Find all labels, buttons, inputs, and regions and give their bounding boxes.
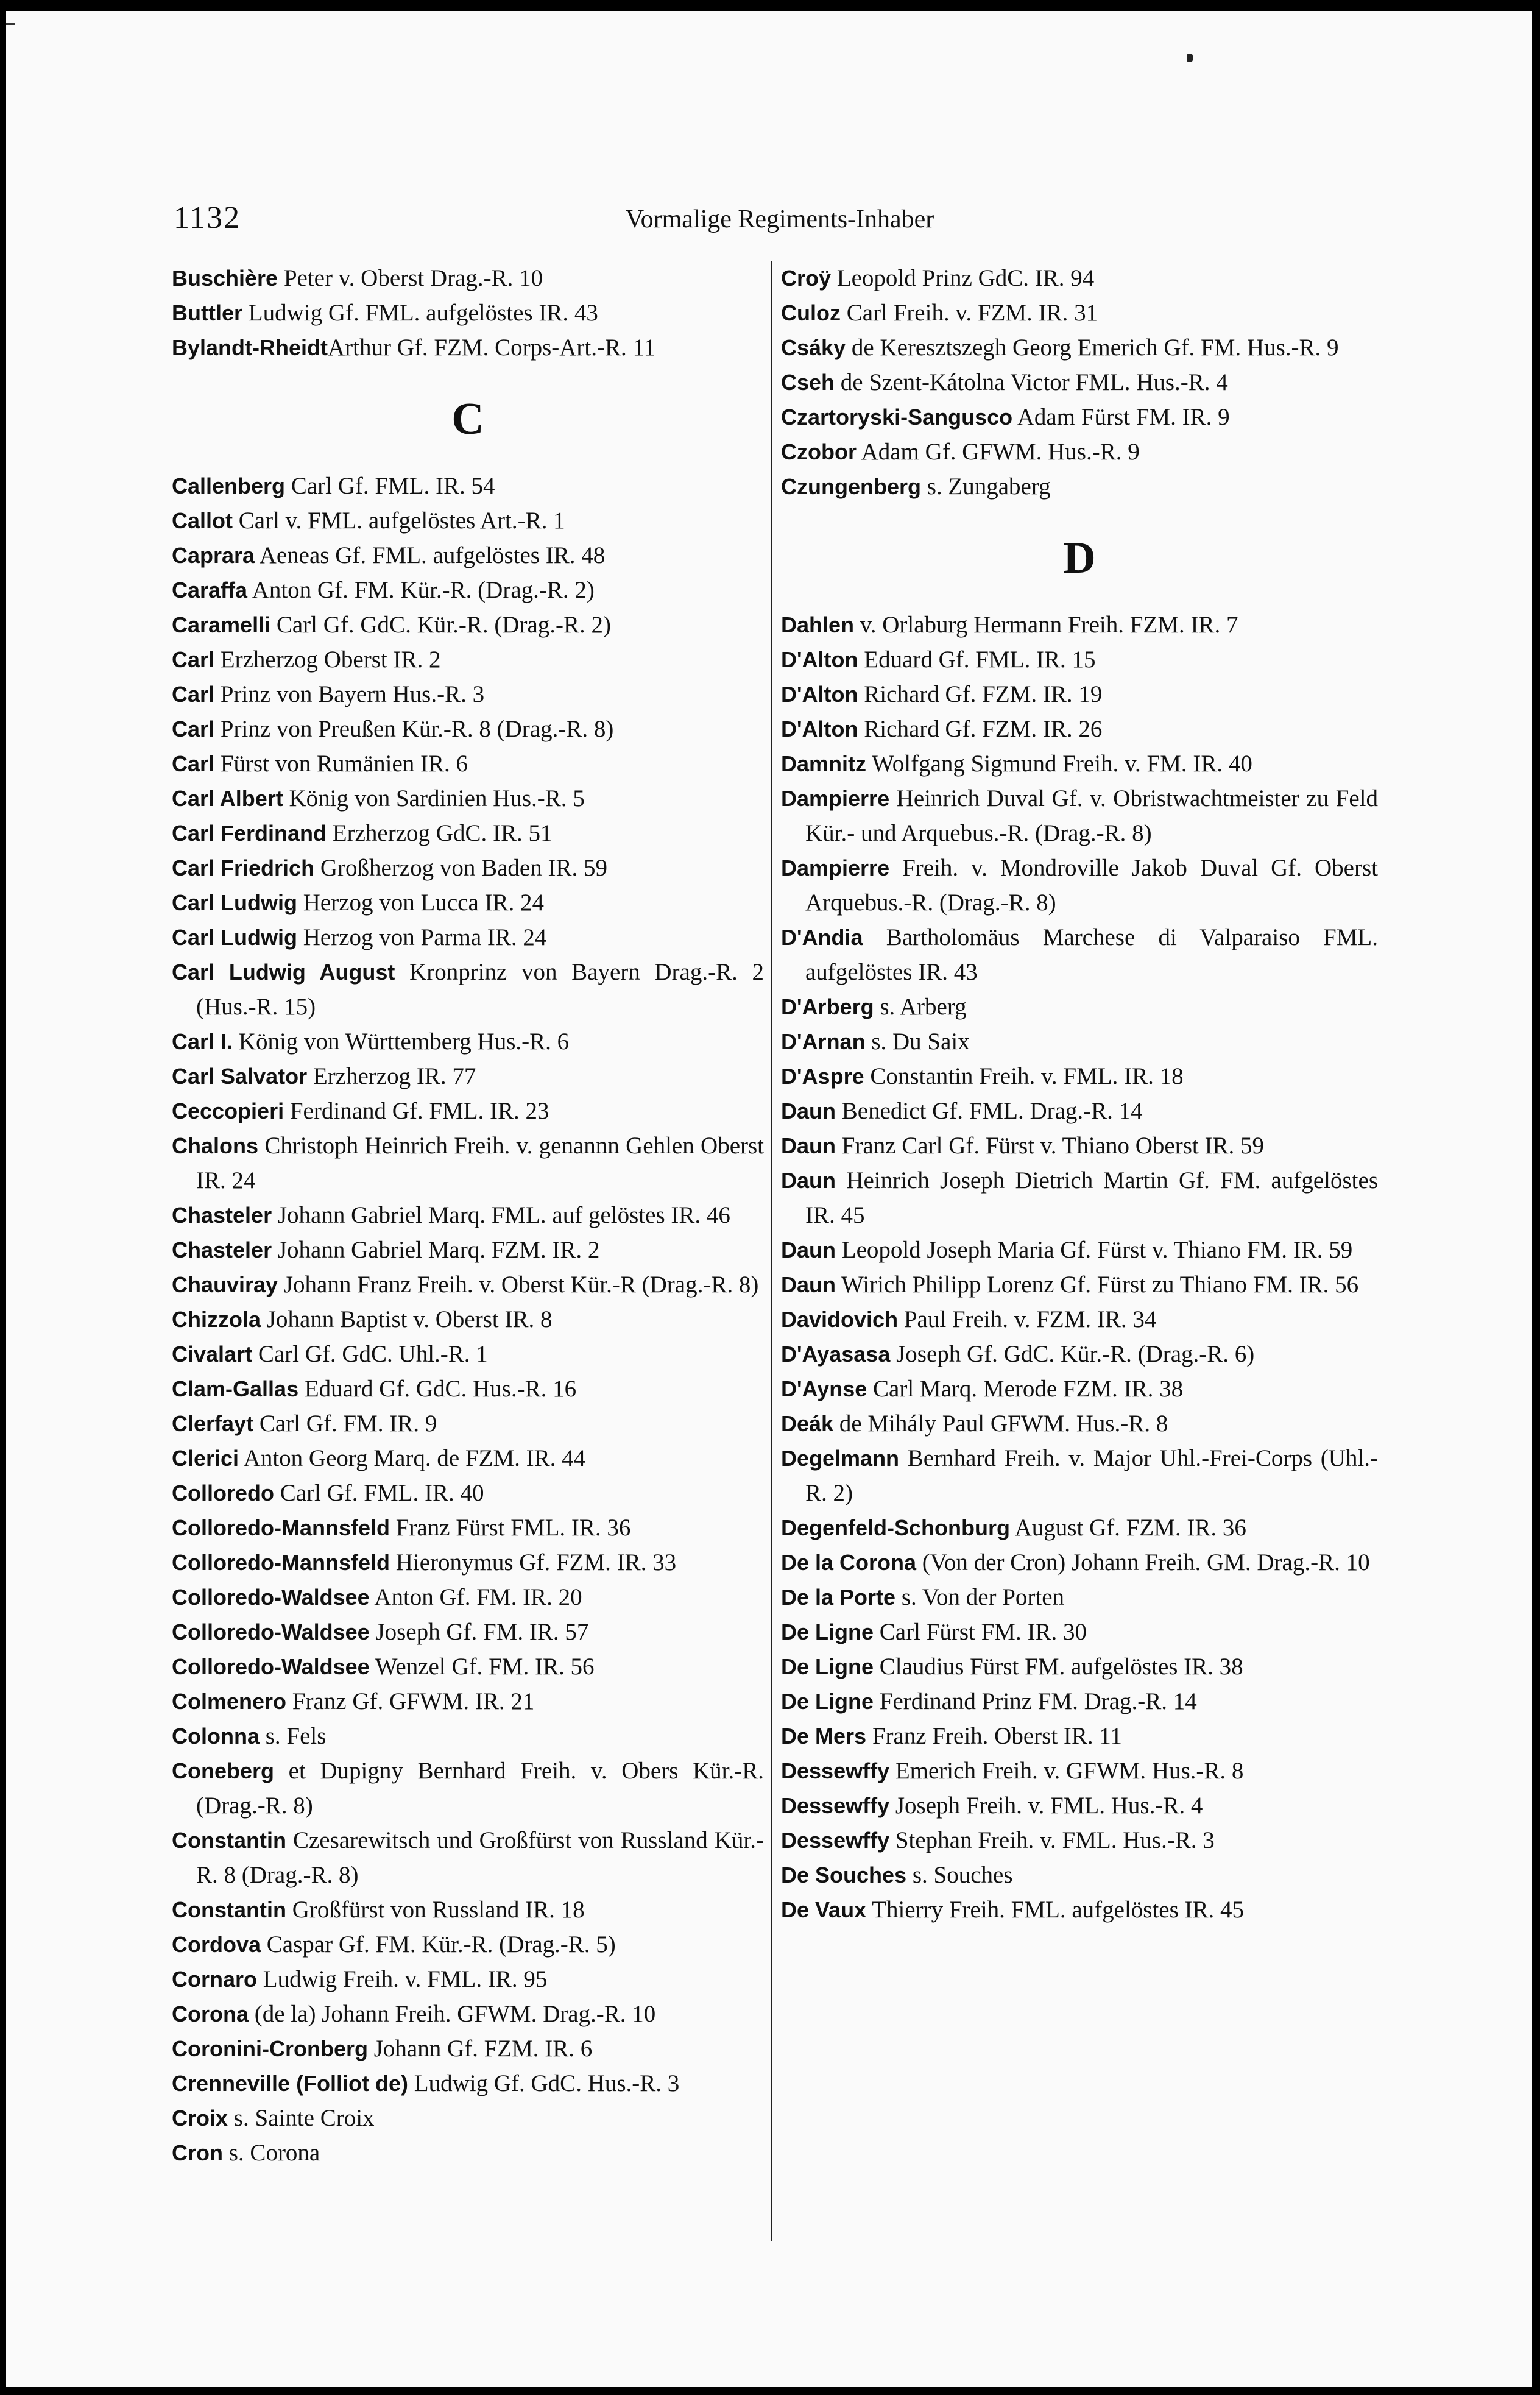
entry-details: Johann Franz Freih. v. Oberst Kür.-R (Drag.-R. 8) — [278, 1272, 759, 1298]
index-entry — [172, 503, 764, 538]
entry-name: Carl Albert — [172, 786, 283, 811]
index-entry — [172, 1892, 764, 1927]
entry-name: Coronini-Cronberg — [172, 2036, 368, 2061]
entry-details: Erzherzog Oberst IR. 2 — [214, 646, 441, 673]
entry-details: August Gf. FZM. IR. 36 — [1010, 1515, 1246, 1541]
entry-name: Colloredo-Waldsee — [172, 1654, 370, 1679]
entry-details: (de la) Johann Freih. GFWM. Drag.-R. 10 — [249, 2001, 656, 2027]
entry-details: Ferdinand Prinz FM. Drag.-R. 14 — [874, 1688, 1197, 1714]
entry-name: Csáky — [781, 335, 846, 360]
entry-details: Paul Freih. v. FZM. IR. 34 — [898, 1306, 1157, 1332]
entry-details: Carl Gf. FM. IR. 9 — [253, 1410, 437, 1437]
entry-name: Davidovich — [781, 1307, 899, 1332]
entry-details: Carl Gf. FML. IR. 54 — [285, 473, 495, 499]
entry-details: Hieronymus Gf. FZM. IR. 33 — [390, 1549, 677, 1576]
entry-name: D'Alton — [781, 682, 858, 707]
entry-name: Buttler — [172, 300, 242, 325]
index-entry — [781, 677, 1378, 712]
entry-details: s. Corona — [223, 2140, 320, 2166]
index-entry — [781, 1580, 1378, 1615]
entry-name: Constantin — [172, 1828, 286, 1853]
entry-name: Cseh — [781, 370, 835, 395]
entry-name: Carl Ferdinand — [172, 821, 327, 846]
entry-details: Wolfgang Sigmund Freih. v. FM. IR. 40 — [866, 751, 1252, 777]
entry-name: Culoz — [781, 300, 841, 325]
index-entry — [172, 1059, 764, 1094]
index-entry — [172, 1649, 764, 1684]
entry-name: De la Corona — [781, 1550, 917, 1575]
entry-details: Emerich Freih. v. GFWM. Hus.-R. 8 — [889, 1758, 1244, 1784]
entry-details: Carl Fürst FM. IR. 30 — [874, 1619, 1087, 1645]
entry-name: Colloredo-Waldsee — [172, 1619, 370, 1644]
entry-name: D'Ayasasa — [781, 1342, 891, 1367]
entry-name: Carl — [172, 647, 215, 672]
index-entry — [172, 2066, 764, 2101]
entry-name: Degelmann — [781, 1446, 900, 1471]
index-entry — [781, 1163, 1378, 1233]
entry-details: Carl Gf. GdC. Uhl.-R. 1 — [252, 1341, 488, 1367]
index-entry — [781, 1719, 1378, 1753]
entry-name: De la Porte — [781, 1585, 896, 1610]
index-entry — [172, 1684, 764, 1719]
entry-name: D'Aspre — [781, 1064, 864, 1089]
entry-name: Daun — [781, 1098, 836, 1123]
page-number: 1132 — [174, 200, 241, 235]
entry-details: Kronprinz von Bayern Drag.-R. 2 (Hus.-R. 15) — [196, 959, 764, 1020]
index-entry — [172, 2031, 764, 2066]
entry-details: Wirich Philipp Lorenz Gf. Fürst zu Thiano FM. IR. 56 — [836, 1272, 1359, 1298]
entry-details: Carl Freih. v. FZM. IR. 31 — [840, 300, 1098, 326]
entry-details: Czesarewitsch und Großfürst von Russland Kür.-R. 8 (Drag.-R. 8) — [196, 1827, 764, 1888]
entry-name: Dampierre — [781, 855, 890, 880]
index-entry — [172, 1580, 764, 1615]
index-entry — [781, 1128, 1378, 1163]
index-entry — [172, 885, 764, 920]
entry-name: Carl — [172, 751, 215, 776]
entry-details: Heinrich Joseph Dietrich Martin Gf. FM. aufgelöstes IR. 45 — [805, 1167, 1378, 1228]
entry-details: Ferdinand Gf. FML. IR. 23 — [284, 1098, 549, 1124]
entry-details: Bernhard Freih. v. Major Uhl.-Frei-Corps (Uhl.-R. 2) — [805, 1445, 1378, 1506]
entry-name: Colloredo-Waldsee — [172, 1585, 370, 1610]
entry-details: Adam Fürst FM. IR. 9 — [1012, 404, 1230, 430]
entry-name: Carl Ludwig — [172, 890, 297, 915]
entry-name: Chasteler — [172, 1237, 272, 1262]
index-entry — [781, 1024, 1378, 1059]
index-entry — [781, 434, 1378, 469]
index-entry — [781, 1823, 1378, 1858]
entry-details: Thierry Freih. FML. aufgelöstes IR. 45 — [866, 1897, 1245, 1923]
entry-details: König von Württemberg Hus.-R. 6 — [233, 1028, 570, 1055]
index-entry — [781, 469, 1378, 504]
index-entry — [172, 1545, 764, 1580]
entry-details: Herzog von Parma IR. 24 — [297, 924, 547, 950]
index-entry — [781, 1371, 1378, 1406]
entry-name: Carl Salvator — [172, 1064, 308, 1089]
index-entry — [172, 1371, 764, 1406]
section-letter: C — [451, 394, 484, 444]
entry-name: D'Aynse — [781, 1376, 867, 1401]
entry-details: Stephan Freih. v. FML. Hus.-R. 3 — [889, 1827, 1215, 1853]
index-entry — [172, 1510, 764, 1545]
entry-details: de Szent-Kátolna Victor FML. Hus.-R. 4 — [835, 369, 1228, 395]
entry-name: Czartoryski-Sangusco — [781, 405, 1013, 430]
entry-details: s. Sainte Croix — [228, 2105, 375, 2131]
right-column — [781, 261, 1378, 1927]
entry-details: Johann Baptist v. Oberst IR. 8 — [261, 1306, 553, 1332]
index-entry — [781, 1441, 1378, 1510]
index-entry — [172, 851, 764, 885]
entry-name: Caraffa — [172, 578, 248, 603]
entry-name: Dessewffy — [781, 1758, 890, 1783]
section-letter: D — [1063, 533, 1096, 583]
index-entry — [781, 1615, 1378, 1649]
index-entry — [172, 642, 764, 677]
index-entry — [781, 746, 1378, 781]
index-entry — [172, 781, 764, 816]
entry-details: Erzherzog GdC. IR. 51 — [327, 820, 553, 846]
entry-name: D'Arnan — [781, 1029, 866, 1054]
scan-speck — [1187, 54, 1193, 62]
entry-name: Czobor — [781, 439, 857, 464]
entry-details: Wenzel Gf. FM. IR. 56 — [369, 1654, 595, 1680]
left-column — [172, 261, 764, 2170]
entry-details: s. Fels — [259, 1723, 327, 1749]
entry-name: Buschière — [172, 266, 278, 291]
entry-details: Joseph Freih. v. FML. Hus.-R. 4 — [889, 1792, 1203, 1819]
entry-name: D'Alton — [781, 716, 858, 741]
entry-name: Daun — [781, 1272, 836, 1297]
entry-details: s. Arberg — [874, 994, 967, 1020]
index-entry — [172, 573, 764, 607]
entry-details: Herzog von Lucca IR. 24 — [297, 890, 545, 916]
index-entry — [172, 1128, 764, 1198]
index-entry — [781, 400, 1378, 434]
entry-name: D'Arberg — [781, 994, 874, 1019]
index-entry — [172, 1927, 764, 1962]
entry-details: Leopold Joseph Maria Gf. Fürst v. Thiano FM. IR. 59 — [836, 1237, 1353, 1263]
entry-name: Carl I. — [172, 1029, 233, 1054]
entry-details: s. Du Saix — [865, 1028, 970, 1055]
index-entry — [781, 1892, 1378, 1927]
index-entry — [172, 1962, 764, 1997]
entry-name: Degenfeld-Schonburg — [781, 1515, 1010, 1540]
index-entry — [781, 1094, 1378, 1128]
index-entry — [781, 1510, 1378, 1545]
index-entry — [172, 1615, 764, 1649]
entry-name: Carl — [172, 716, 215, 741]
entry-name: Ceccopieri — [172, 1098, 284, 1123]
entry-details: de Mihály Paul GFWM. Hus.-R. 8 — [833, 1410, 1168, 1437]
entry-details: Peter v. Oberst Drag.-R. 10 — [278, 265, 543, 291]
entry-details: Eduard Gf. FML. IR. 15 — [858, 646, 1096, 673]
entry-details: Anton Georg Marq. de FZM. IR. 44 — [239, 1445, 586, 1471]
index-entry — [172, 330, 764, 365]
entry-name: Dahlen — [781, 612, 855, 637]
entry-name: Carl Ludwig August — [172, 960, 395, 985]
index-entry — [172, 295, 764, 330]
entry-details: Joseph Gf. FM. IR. 57 — [369, 1619, 589, 1645]
index-entry — [781, 261, 1378, 295]
entry-name: Colloredo-Mannsfeld — [172, 1550, 390, 1575]
entry-details: Ludwig Gf. FML. aufgelöstes IR. 43 — [242, 300, 598, 326]
entry-name: D'Alton — [781, 647, 858, 672]
index-entry — [172, 1233, 764, 1267]
entry-name: Cron — [172, 2140, 223, 2165]
entry-details: Caspar Gf. FM. Kür.-R. (Drag.-R. 5) — [261, 1931, 616, 1958]
index-entry — [781, 1233, 1378, 1267]
entry-details: Carl Gf. GdC. Kür.-R. (Drag.-R. 2) — [270, 612, 612, 638]
index-entry — [781, 920, 1378, 989]
entry-details: Prinz von Preußen Kür.-R. 8 (Drag.-R. 8) — [214, 716, 614, 742]
index-entry — [781, 607, 1378, 642]
entry-name: Cordova — [172, 1932, 261, 1957]
index-entry — [172, 1198, 764, 1233]
entry-name: Dampierre — [781, 786, 890, 811]
entry-name: De Souches — [781, 1863, 907, 1887]
entry-details: Richard Gf. FZM. IR. 19 — [858, 681, 1103, 707]
entry-details: Benedict Gf. FML. Drag.-R. 14 — [836, 1098, 1143, 1124]
entry-name: Chalons — [172, 1133, 259, 1158]
entry-details: Johann Gf. FZM. IR. 6 — [367, 2036, 593, 2062]
entry-name: De Ligne — [781, 1689, 874, 1714]
index-entry — [781, 989, 1378, 1024]
entry-name: Callenberg — [172, 473, 286, 498]
entry-details: Christoph Heinrich Freih. v. genannn Gehlen Oberst IR. 24 — [196, 1133, 764, 1194]
entry-details: s. Von der Porten — [895, 1584, 1065, 1610]
index-entry — [781, 1337, 1378, 1371]
index-entry — [172, 1094, 764, 1128]
entry-details: Fürst von Rumänien IR. 6 — [214, 751, 468, 777]
entry-name: Callot — [172, 508, 233, 533]
index-entry — [781, 1788, 1378, 1823]
entry-name: Croÿ — [781, 266, 832, 291]
entry-name: Damnitz — [781, 751, 867, 776]
index-entry — [172, 1823, 764, 1892]
index-entry — [781, 295, 1378, 330]
index-entry — [781, 330, 1378, 365]
entry-name: Colmenero — [172, 1689, 287, 1714]
index-entry — [172, 1719, 764, 1753]
entry-name: Deák — [781, 1411, 834, 1436]
entry-name: Colloredo — [172, 1481, 274, 1505]
entry-details: Carl Marq. Merode FZM. IR. 38 — [867, 1376, 1184, 1402]
entry-details: Heinrich Duval Gf. v. Obristwachtmeister zu Feld Kür.- und Arquebus.-R. (Drag.-R. 8) — [805, 785, 1378, 846]
entry-name: Czungenberg — [781, 474, 921, 499]
entry-name: Coneberg — [172, 1758, 275, 1783]
entry-name: Bylandt-Rheidt — [172, 335, 328, 360]
index-entry — [172, 1406, 764, 1441]
entry-name: Chauviray — [172, 1272, 278, 1297]
index-entry — [172, 816, 764, 851]
entry-details: Leopold Prinz GdC. IR. 94 — [831, 265, 1095, 291]
entry-name: Daun — [781, 1133, 836, 1158]
entry-name: Daun — [781, 1237, 836, 1262]
entry-details: Ludwig Gf. GdC. Hus.-R. 3 — [408, 2070, 680, 2096]
index-entry — [172, 1024, 764, 1059]
index-entry — [172, 261, 764, 295]
entry-name: Corona — [172, 2001, 249, 2026]
entry-details: Großfürst von Russland IR. 18 — [286, 1897, 585, 1923]
scan-mark — [6, 23, 15, 25]
index-entry — [172, 1302, 764, 1337]
index-entry — [781, 642, 1378, 677]
entry-details: Arthur Gf. FZM. Corps-Art.-R. 11 — [328, 334, 656, 361]
entry-name: Clerfayt — [172, 1411, 254, 1436]
entry-details: Franz Freih. Oberst IR. 11 — [866, 1723, 1122, 1749]
entry-name: Dessewffy — [781, 1793, 890, 1818]
entry-name: Dessewffy — [781, 1828, 890, 1853]
index-entry — [781, 712, 1378, 746]
entry-name: Crenneville (Folliot de) — [172, 2071, 409, 2096]
entry-name: Colonna — [172, 1724, 260, 1749]
entry-name: Daun — [781, 1168, 836, 1193]
column-divider — [771, 261, 772, 2241]
entry-details: s. Zungaberg — [921, 473, 1051, 500]
entry-details: Eduard Gf. GdC. Hus.-R. 16 — [298, 1376, 577, 1402]
entry-name: Civalart — [172, 1342, 253, 1367]
index-entry — [172, 1753, 764, 1823]
entry-details: Franz Gf. GFWM. IR. 21 — [286, 1688, 535, 1714]
index-entry — [172, 607, 764, 642]
entry-details: Anton Gf. FM. Kür.-R. (Drag.-R. 2) — [247, 577, 595, 603]
entry-name: Constantin — [172, 1897, 286, 1922]
entry-details: Erzherzog IR. 77 — [307, 1063, 476, 1089]
index-entry — [172, 2101, 764, 2135]
index-entry — [172, 538, 764, 573]
running-title: Vormalige Regiments-Inhaber — [625, 205, 934, 233]
index-entry — [172, 920, 764, 955]
entry-name: Cornaro — [172, 1967, 258, 1992]
index-entry — [781, 1267, 1378, 1302]
index-entry — [172, 1441, 764, 1476]
index-entry — [172, 712, 764, 746]
index-entry — [781, 851, 1378, 920]
entry-details: Richard Gf. FZM. IR. 26 — [858, 716, 1103, 742]
entry-details: (Von der Cron) Johann Freih. GM. Drag.-R. 10 — [916, 1549, 1370, 1576]
index-entry — [172, 2135, 764, 2170]
entry-name: Chizzola — [172, 1307, 261, 1332]
entry-name: De Ligne — [781, 1654, 874, 1679]
entry-details: Anton Gf. FM. IR. 20 — [369, 1584, 582, 1610]
entry-details: Claudius Fürst FM. aufgelöstes IR. 38 — [874, 1654, 1243, 1680]
index-entry — [172, 469, 764, 503]
index-entry — [781, 1684, 1378, 1719]
entry-details: de Keresztszegh Georg Emerich Gf. FM. Hus.-R. 9 — [846, 334, 1339, 361]
index-entry — [781, 1302, 1378, 1337]
index-entry — [172, 1337, 764, 1371]
entry-details: et Dupigny Bernhard Freih. v. Obers Kür.-R. (Drag.-R. 8) — [196, 1758, 764, 1819]
index-entry — [781, 1858, 1378, 1892]
entry-name: Colloredo-Mannsfeld — [172, 1515, 390, 1540]
entry-details: König von Sardinien Hus.-R. 5 — [283, 785, 585, 812]
entry-details: Constantin Freih. v. FML. IR. 18 — [864, 1063, 1184, 1089]
index-entry — [172, 1476, 764, 1510]
entry-details: s. Souches — [906, 1862, 1013, 1888]
entry-details: Carl Gf. FML. IR. 40 — [274, 1480, 484, 1506]
index-entry — [781, 781, 1378, 851]
index-entry — [172, 1267, 764, 1302]
index-entry — [781, 1059, 1378, 1094]
entry-details: Adam Gf. GFWM. Hus.-R. 9 — [856, 439, 1140, 465]
index-entry — [781, 365, 1378, 400]
index-entry — [781, 1753, 1378, 1788]
entry-details: Großherzog von Baden IR. 59 — [314, 855, 607, 881]
book-page — [6, 11, 1532, 2387]
index-entry — [781, 1545, 1378, 1580]
entry-name: Chasteler — [172, 1203, 272, 1228]
index-entry — [172, 677, 764, 712]
entry-name: Caprara — [172, 543, 255, 568]
entry-name: De Mers — [781, 1724, 867, 1749]
index-entry — [781, 1649, 1378, 1684]
entry-name: Clam-Gallas — [172, 1376, 299, 1401]
index-entry — [172, 1997, 764, 2031]
entry-details: Johann Gabriel Marq. FZM. IR. 2 — [272, 1237, 600, 1263]
entry-name: Clerici — [172, 1446, 239, 1471]
entry-details: Franz Fürst FML. IR. 36 — [390, 1515, 631, 1541]
entry-name: Croix — [172, 2106, 228, 2131]
entry-details: Aeneas Gf. FML. aufgelöstes IR. 48 — [255, 542, 606, 568]
entry-details: Freih. v. Mondroville Jakob Duval Gf. Oberst Arquebus.-R. (Drag.-R. 8) — [805, 855, 1378, 916]
entry-details: v. Orlaburg Hermann Freih. FZM. IR. 7 — [854, 612, 1238, 638]
entry-details: Prinz von Bayern Hus.-R. 3 — [214, 681, 485, 707]
entry-details: Ludwig Freih. v. FML. IR. 95 — [257, 1966, 548, 1992]
entry-name: Caramelli — [172, 612, 271, 637]
entry-name: De Vaux — [781, 1897, 867, 1922]
entry-details: Bartholomäus Marchese di Valparaiso FML. aufgelöstes IR. 43 — [805, 924, 1378, 985]
entry-name: Carl Ludwig — [172, 925, 297, 950]
entry-details: Carl v. FML. aufgelöstes Art.-R. 1 — [233, 508, 565, 534]
entry-name: Carl — [172, 682, 215, 707]
entry-name: De Ligne — [781, 1619, 874, 1644]
index-entry — [172, 746, 764, 781]
index-entry — [172, 955, 764, 1024]
index-entry — [781, 1406, 1378, 1441]
entry-details: Joseph Gf. GdC. Kür.-R. (Drag.-R. 6) — [890, 1341, 1255, 1367]
entry-name: D'Andia — [781, 925, 863, 950]
entry-details: Franz Carl Gf. Fürst v. Thiano Oberst IR. 59 — [836, 1133, 1264, 1159]
entry-name: Carl Friedrich — [172, 855, 315, 880]
entry-details: Johann Gabriel Marq. FML. auf gelöstes IR. 46 — [272, 1202, 730, 1228]
